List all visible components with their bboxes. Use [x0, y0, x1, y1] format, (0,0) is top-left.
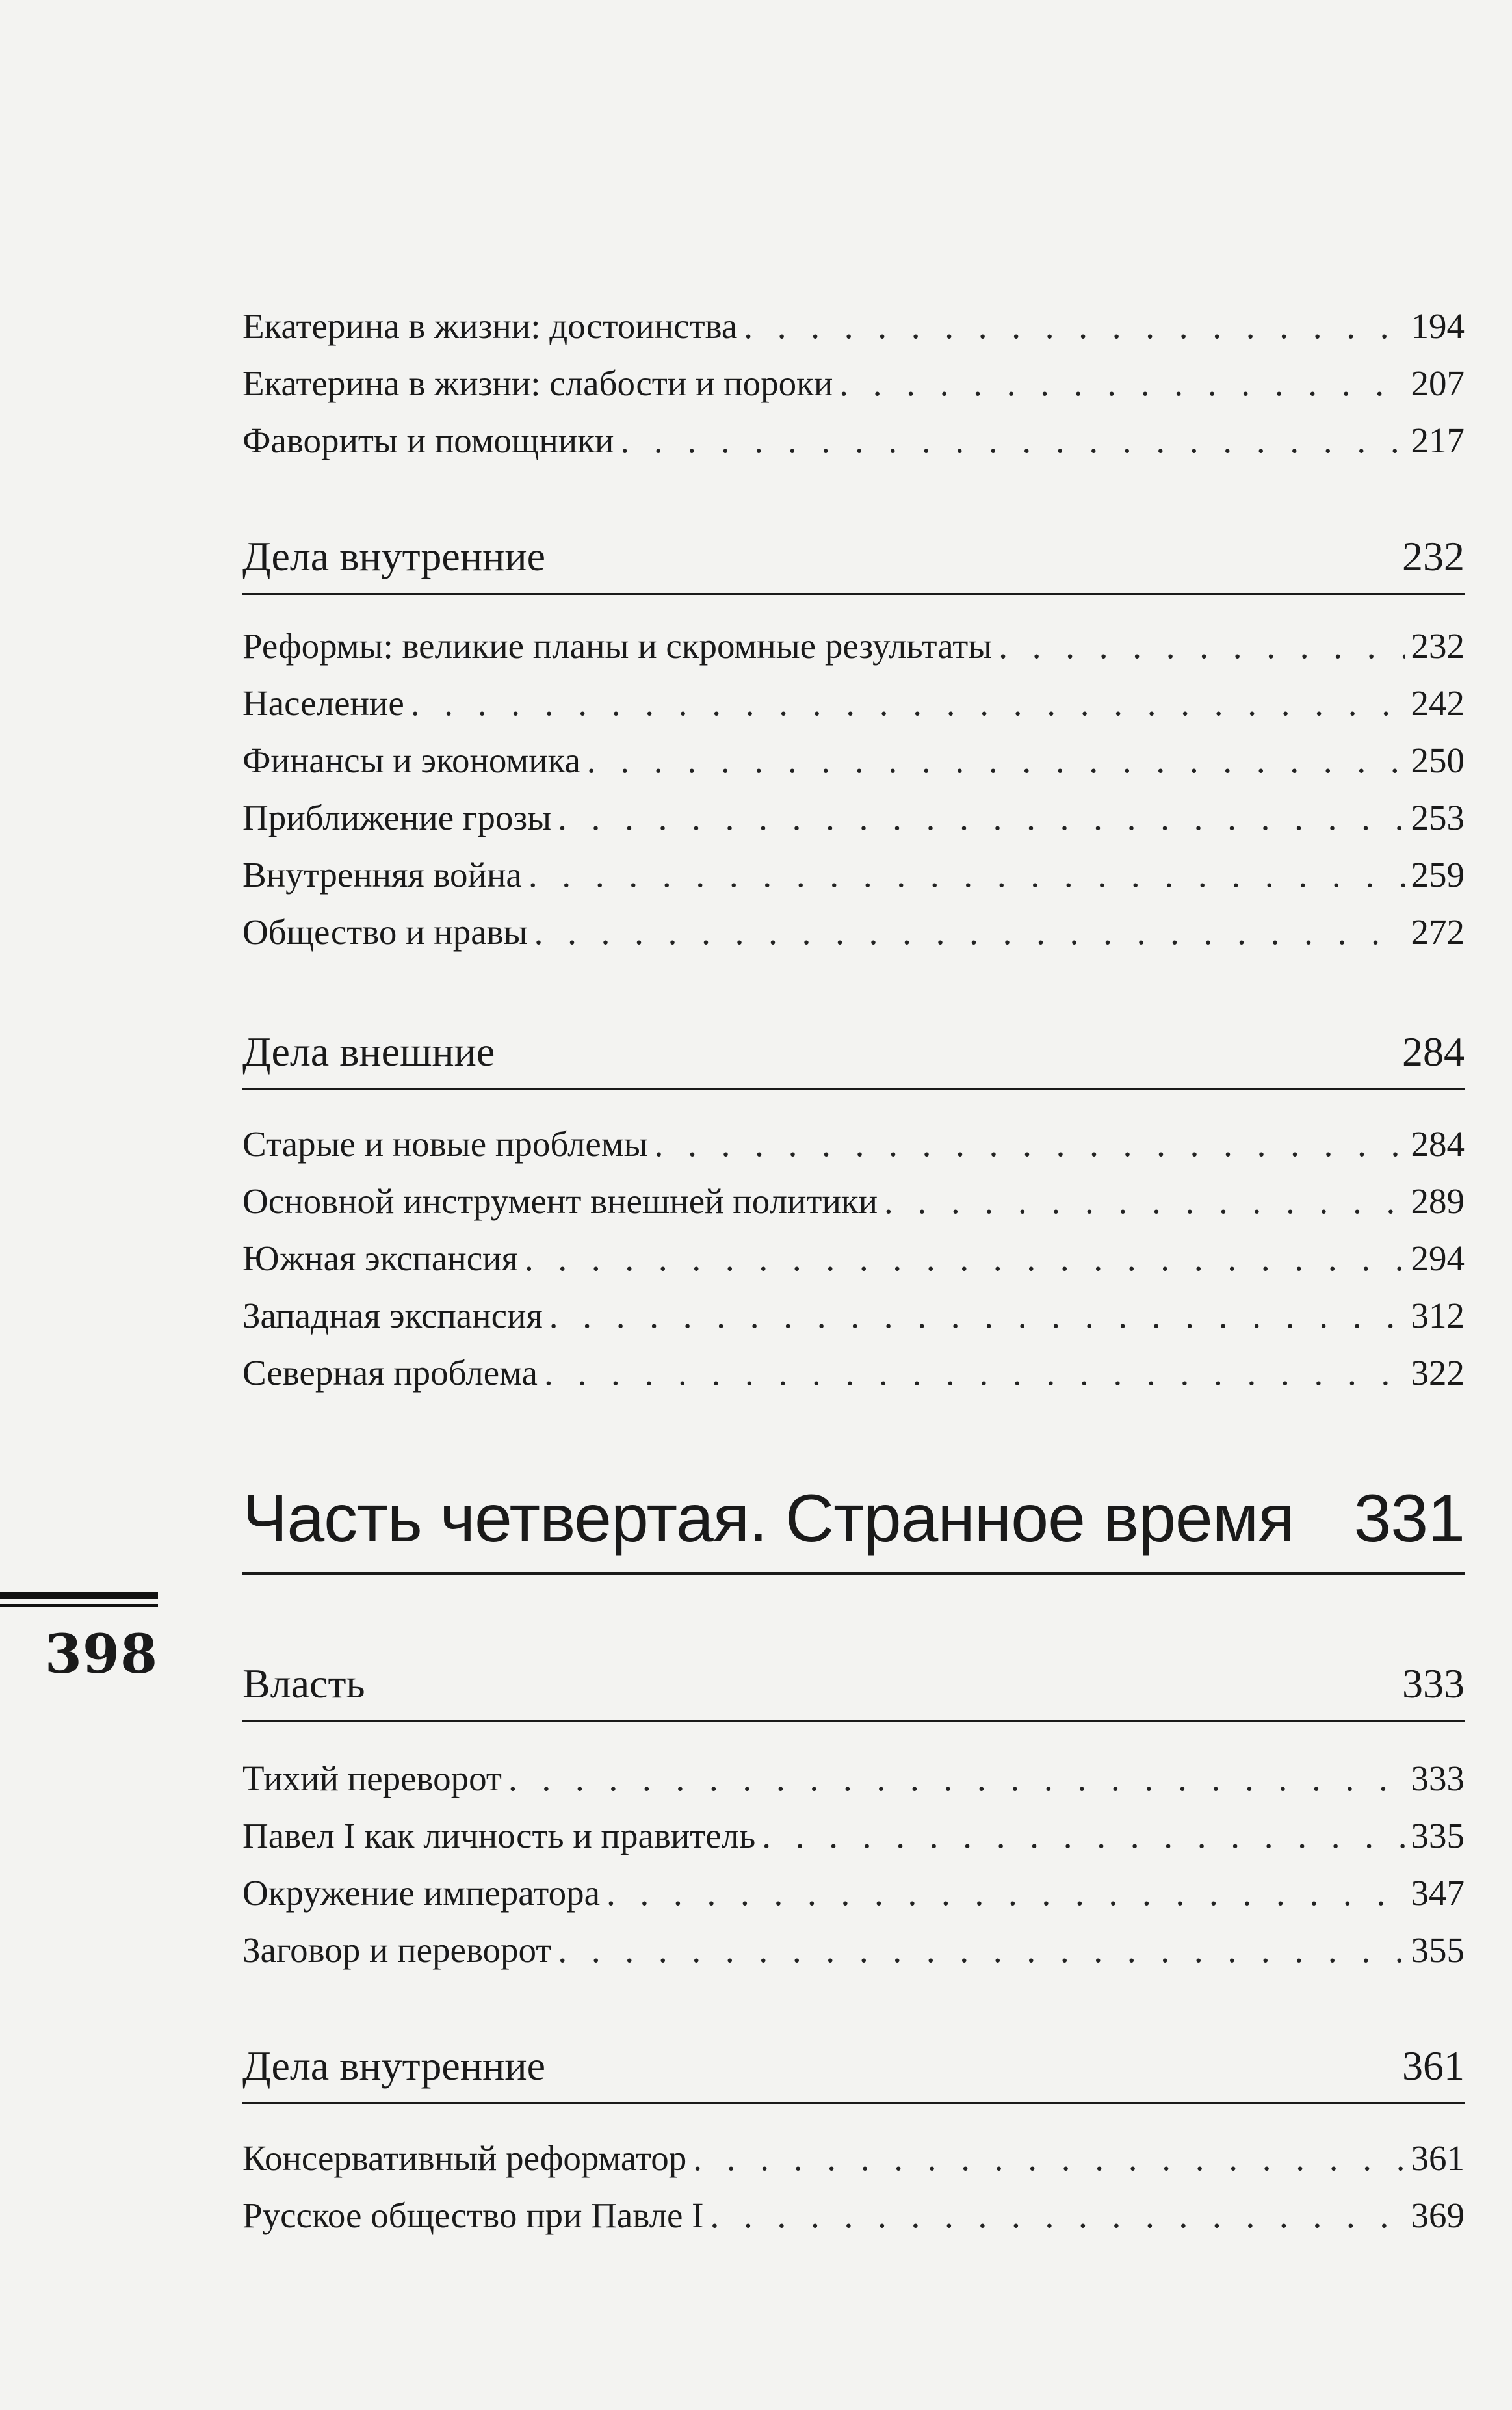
page-number: 398 [44, 1623, 158, 1686]
dot-leader [528, 846, 1405, 904]
section-heading-page: 361 [1402, 2043, 1465, 2089]
toc-entry [242, 732, 1465, 789]
toc-entry-title: Приближение грозы [242, 798, 552, 837]
toc-entry [242, 355, 1465, 412]
toc-entry-page: 333 [1411, 1759, 1465, 1798]
dot-leader [534, 904, 1405, 961]
toc-entry-page: 232 [1411, 626, 1465, 666]
toc-entry [242, 1173, 1465, 1230]
section-heading [242, 1651, 1465, 1722]
toc-entry-title: Консервативный реформатор [242, 2138, 687, 2178]
toc-entry-page: 335 [1411, 1816, 1465, 1855]
section-heading [242, 524, 1465, 595]
toc-entry [242, 2130, 1465, 2187]
dot-leader [411, 675, 1405, 732]
toc-entry-title: Окружение императора [242, 1873, 600, 1913]
toc-entry-page: 294 [1411, 1238, 1465, 1278]
dot-leader [549, 1287, 1405, 1344]
toc-entry-title: Северная проблема [242, 1353, 538, 1393]
toc-entry [242, 904, 1465, 961]
dot-leader [587, 732, 1405, 789]
toc-entry-title: Основной инструмент внешней политики [242, 1181, 878, 1221]
toc-entry-page: 259 [1411, 855, 1465, 895]
dot-leader [558, 1922, 1404, 1979]
toc-entry-page: 289 [1411, 1181, 1465, 1221]
toc-entry [242, 675, 1465, 732]
dot-leader [655, 1116, 1405, 1173]
toc-entry-title: Павел I как личность и правитель [242, 1816, 756, 1855]
toc-entry-page: 242 [1411, 683, 1465, 723]
toc-entry-title: Западная экспансия [242, 1296, 543, 1335]
section-heading-title: Дела внутренние [242, 2043, 545, 2089]
dot-leader [693, 2130, 1404, 2187]
toc-entry [242, 1865, 1465, 1922]
dot-leader [558, 789, 1404, 846]
dot-leader [620, 412, 1404, 469]
toc-entry-title: Фавориты и помощники [242, 421, 614, 460]
section-heading [242, 2034, 1465, 2104]
toc-entry-page: 322 [1411, 1353, 1465, 1393]
toc-entry [242, 1750, 1465, 1807]
dot-leader [606, 1865, 1405, 1922]
section-heading [242, 1019, 1465, 1090]
toc-entry-page: 272 [1411, 912, 1465, 952]
toc-entry-page: 355 [1411, 1930, 1465, 1970]
toc-entry [242, 618, 1465, 675]
toc-entry [242, 846, 1465, 904]
toc-entry-page: 361 [1411, 2138, 1465, 2178]
dot-leader [508, 1750, 1405, 1807]
toc-entry [242, 2187, 1465, 2244]
toc-entry-title: Финансы и экономика [242, 740, 580, 780]
dot-leader [744, 298, 1404, 355]
dot-leader [525, 1230, 1405, 1287]
dot-leader [710, 2187, 1405, 2244]
toc-entry-page: 284 [1411, 1124, 1465, 1164]
toc-entry-page: 312 [1411, 1296, 1465, 1335]
toc-entry-page: 369 [1411, 2195, 1465, 2235]
toc-entry [242, 1344, 1465, 1402]
folio-bar-thick [0, 1592, 158, 1599]
dot-leader [839, 355, 1404, 412]
toc-entry [242, 1230, 1465, 1287]
toc-entry-page: 347 [1411, 1873, 1465, 1913]
dot-leader [762, 1807, 1404, 1865]
section-heading-page: 333 [1402, 1660, 1465, 1707]
dot-leader [998, 618, 1404, 675]
toc-entry-title: Заговор и переворот [242, 1930, 552, 1970]
toc-entry-title: Тихий переворот [242, 1759, 502, 1798]
toc-entry [242, 1807, 1465, 1865]
part-heading-page: 331 [1353, 1481, 1465, 1556]
toc-entry [242, 1116, 1465, 1173]
section-heading-title: Дела внутренние [242, 533, 545, 579]
toc-entry-title: Русское общество при Павле I [242, 2195, 704, 2235]
part-heading-title: Часть четвертая. Странное время [242, 1481, 1294, 1556]
toc-entry [242, 789, 1465, 846]
toc-entry [242, 1287, 1465, 1344]
section-heading-title: Власть [242, 1660, 365, 1707]
toc-entry [242, 412, 1465, 469]
toc-entry-page: 217 [1411, 421, 1465, 460]
toc-entry-page: 250 [1411, 740, 1465, 780]
toc-entry-page: 207 [1411, 363, 1465, 403]
toc-entry-title: Екатерина в жизни: достоинства [242, 306, 738, 346]
toc-entry-title: Екатерина в жизни: слабости и пороки [242, 363, 833, 403]
dot-leader [544, 1344, 1405, 1402]
folio-bar-thin [0, 1604, 158, 1607]
toc-entry-title: Общество и нравы [242, 912, 528, 952]
part-heading [242, 1480, 1465, 1558]
toc-entry [242, 1922, 1465, 1979]
toc-entry-title: Реформы: великие планы и скромные результаты [242, 626, 993, 666]
dot-leader [884, 1173, 1404, 1230]
section-heading-page: 284 [1402, 1028, 1465, 1075]
toc-entry-title: Южная экспансия [242, 1238, 518, 1278]
table-of-contents [242, 0, 1465, 2410]
toc-entry [242, 298, 1465, 355]
part-divider [242, 1572, 1465, 1575]
section-heading-page: 232 [1402, 533, 1465, 579]
toc-entry-title: Внутренняя война [242, 855, 522, 895]
toc-entry-title: Население [242, 683, 404, 723]
section-heading-title: Дела внешние [242, 1028, 495, 1075]
toc-entry-page: 253 [1411, 798, 1465, 837]
toc-entry-page: 194 [1411, 306, 1465, 346]
toc-entry-title: Старые и новые проблемы [242, 1124, 648, 1164]
